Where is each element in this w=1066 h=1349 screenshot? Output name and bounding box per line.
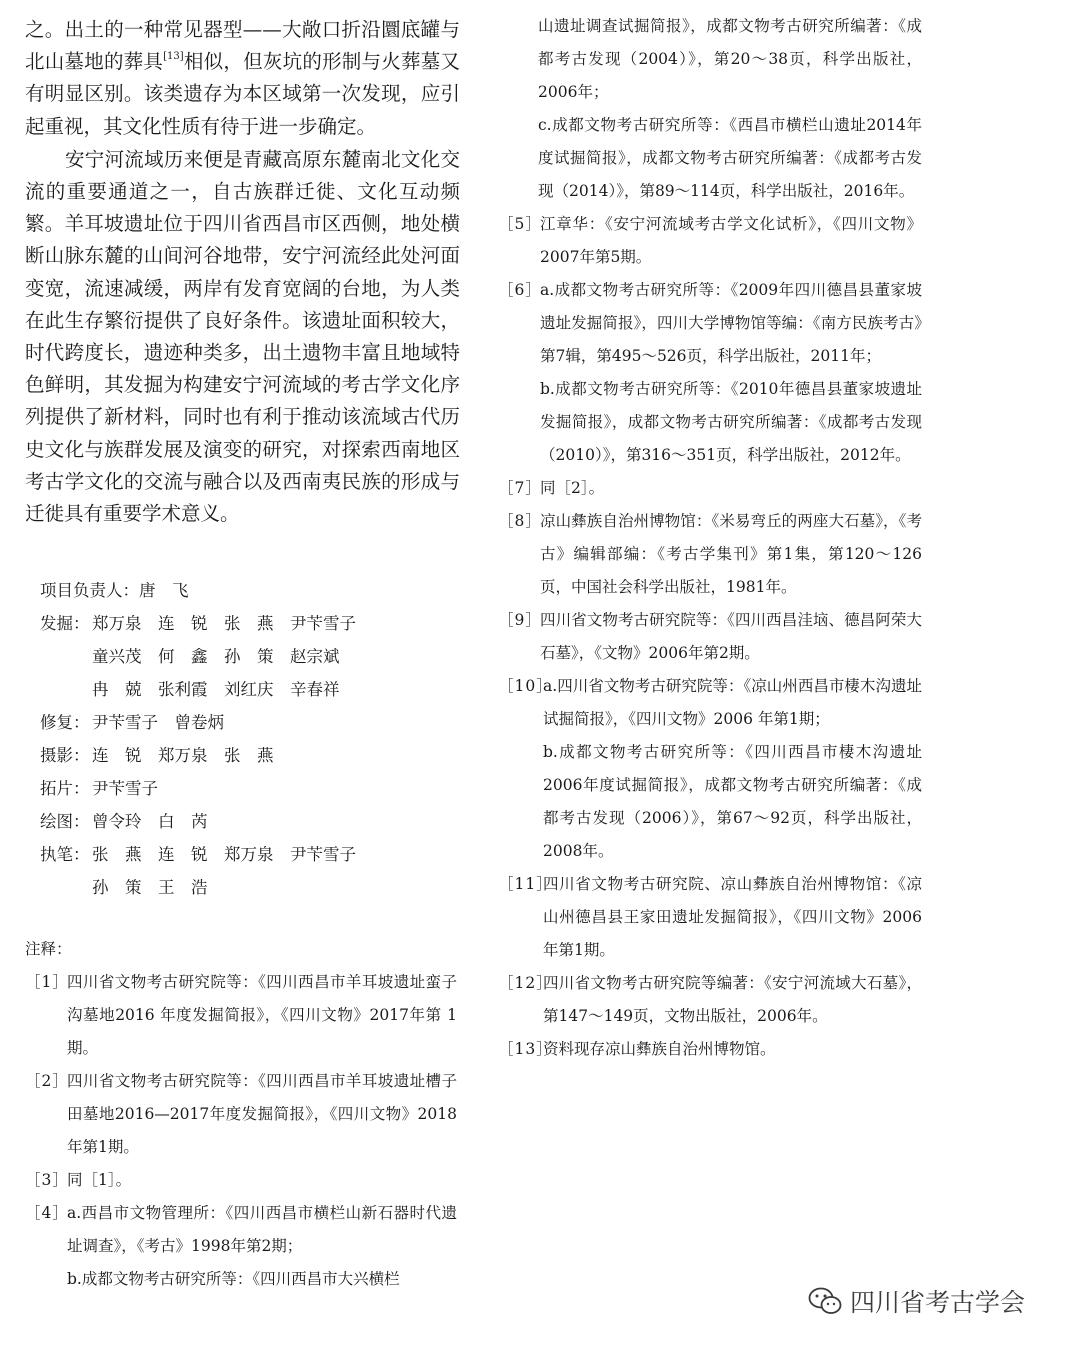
note-text: a.西昌市文物管理所：《四川西昌市横栏山新石器时代遗址调查》，《考古》1998年第2期； [67,1204,457,1255]
note-item [498,472,922,505]
credit-label: 修复： [40,713,90,732]
watermark [808,1283,1025,1319]
credit-name-line: 张 燕 连 锐 郑万泉 尹苄雪子 [92,845,356,864]
note-row [498,505,922,604]
note-item [498,1033,922,1066]
note-text: 四川省文物考古研究院等：《四川西昌市羊耳坡遗址蛮子沟墓地2016 年度发掘简报》，《四川文物》2017年第 1期。 [67,973,457,1057]
credit-row [40,706,356,739]
note-row [498,472,922,505]
note-row [25,1065,457,1164]
credit-row [40,838,356,904]
note-row [498,208,922,274]
note-body [543,967,922,1033]
credit-label: 拓片： [40,779,90,798]
note-text: b.成都文物考古研究所等：《四川西昌市大兴横栏 [67,1270,400,1288]
note-text: 四川省文物考古研究院等：《四川西昌洼垴、德昌阿荣大石墓》，《文物》2006年第2期。 [540,611,922,662]
note-body [543,1033,922,1066]
note-body [67,966,457,1065]
note-item [25,966,457,1065]
note-item [498,274,922,472]
note-text: 资料现存凉山彝族自治州博物馆。 [543,1040,776,1058]
note-body [67,1164,457,1197]
note-row [498,1033,922,1066]
credit-name-line: 尹苄雪子 曾卷炳 [92,713,224,732]
note-item [498,670,922,868]
credit-names [92,838,356,904]
credit-names [92,739,274,772]
note-row [498,967,922,1033]
note-body [540,604,922,670]
credit-name-line: 冉 兢 张利霞 刘红庆 辛春祥 [92,680,340,699]
note-number[interactable]: ［1］ [25,973,69,991]
note-text: 四川省文物考古研究院、凉山彝族自治州博物馆：《凉山州德昌县王家田遗址发掘简报》，《四川文物》2006年第1期。 [543,875,922,959]
credit-row [40,607,356,706]
note-text: 四川省文物考古研究院等：《四川西昌市羊耳坡遗址槽子田墓地2016—2017年度发掘简报》，《四川文物》2018年第1期。 [67,1072,457,1156]
credit-label: 项目负责人： [40,581,139,600]
note-body [540,505,922,604]
note-body [540,472,922,505]
note-row [498,274,922,472]
notes-left-column [25,966,457,1296]
note-text: 同［2］。 [540,479,605,497]
note-item [25,1197,457,1296]
note-text: a.四川省文物考古研究院等：《凉山州西昌市棲木沟遗址试掘简报》，《四川文物》2006 年第1期； [543,677,922,728]
credit-leader [40,574,356,607]
credit-names [92,772,158,805]
credit-label: 执笔： [40,845,90,864]
note-row [498,604,922,670]
note-text: 江章华：《安宁河流域考古学文化试析》，《四川文物》2007年第5期。 [540,215,922,266]
note-row [25,1197,457,1296]
note-number[interactable]: ［6］ [498,281,542,299]
note-item [498,505,922,604]
note-row [498,868,922,967]
footnote-ref-13[interactable]: [13] [163,51,184,63]
note-number[interactable]: ［2］ [25,1072,69,1090]
note-item [25,1065,457,1164]
note-body [540,274,922,472]
credit-row [40,739,356,772]
note-body [67,1197,457,1296]
credits-block [40,574,356,904]
note-continued-text: c.成都文物考古研究所等：《西昌市横栏山遗址2014年度试掘简报》，成都文物考古研究所编著：《成都考古发现（2014）》，第89～114页，科学出版社，2016年。 [538,116,922,200]
note-item [498,967,922,1033]
note-text: b.成都文物考古研究所等：《2010年德昌县董家坡遗址发掘简报》，成都文物考古研究所编著：《成都考古发现（2010）》，第316～351页，科学出版社，2012年。 [540,380,922,464]
credit-names [92,805,208,838]
note-text: 同［1］。 [67,1171,132,1189]
note-number[interactable]: ［3］ [25,1171,69,1189]
credit-label: 摄影： [40,746,90,765]
note-row [25,966,457,1065]
note-number[interactable]: ［4］ [25,1204,69,1222]
note-number[interactable]: ［12］ [498,974,553,992]
note-item [498,604,922,670]
note-continued-text: 山遗址调查试掘简报》，成都文物考古研究所编著：《成都考古发现（2004）》，第20～38页，科学出版社，2006年； [538,17,922,101]
paragraph-1-text-a: 之。出土的一种常见器型——大敞口折沿圜底罐与北山墓地的葬具 [25,18,460,74]
wechat-icon [808,1286,842,1316]
note-item [498,868,922,967]
credit-name-line: 孙 策 王 浩 [92,878,208,897]
note-row [25,1164,457,1197]
note-number[interactable]: ［10］ [498,677,553,695]
note-body [543,868,922,967]
credit-names [92,706,224,739]
note-number[interactable]: ［8］ [498,512,542,530]
body-paragraph-2: 安宁河流域历来便是青藏高原东麓南北文化交流的重要通道之一，自古族群迁徙、文化互动频繁。羊耳坡遗址位于四川省西昌市区西侧，地处横断山脉东麓的山间河谷地带，安宁河流经此处河面变宽，流速减缓，两岸有发育宽阔的台地，为人类在此生存繁衍提供了良好条件。该遗址面积较大，时代跨度长，遗迹种类多，出土遗物丰富且地域特色鲜明，其发掘为构建安宁河流域的考古学文化序列提供了新材料，同时也有利于推动该流域古代历史文化与族群发展及演变的研究，对探索西南地区考古学文化的交流与融合以及西南夷民族的形成与迁徙具有重要学术意义。 [25,147,460,526]
note-item [498,208,922,274]
note-number[interactable]: ［5］ [498,215,542,233]
paragraph-1-text-b: 相似，但灰坑的形制与火葬墓又有明显区别。该类遗存为本区域第一次发现，应引起重视，其文化性质有待于进一步确定。 [25,50,460,138]
credit-name-line: 连 锐 郑万泉 张 燕 [92,746,274,765]
note-body [540,208,922,274]
watermark-text: 四川省考古学会 [850,1288,1026,1317]
note-number[interactable]: ［13］ [498,1040,553,1058]
note-number[interactable]: ［7］ [498,479,542,497]
credit-label: 发掘： [40,614,90,633]
notes-right-column [498,10,922,1066]
credit-label: 绘图： [40,812,90,831]
credit-name-line: 曾令玲 白 芮 [92,812,208,831]
note-text: b.成都文物考古研究所等：《四川西昌市棲木沟遗址2006年度试掘简报》，成都文物考古研究所编著：《成都考古发现（2006）》，第67～92页，科学出版社，2008年。 [543,743,922,860]
notes-title: 注释： [25,940,72,958]
note-number[interactable]: ［9］ [498,611,542,629]
credit-name: 唐 飞 [139,581,189,600]
note-item [25,1164,457,1197]
credit-names [92,607,356,706]
credit-row [40,805,356,838]
left-column [25,0,460,530]
note-text: 凉山彝族自治州博物馆：《米易弯丘的两座大石墓》，《考古》编辑部编：《考古学集刊》第1集，第120～126页，中国社会科学出版社，1981年。 [540,512,922,596]
note-text: a.成都文物考古研究所等：《2009年四川德昌县董家坡遗址发掘简报》，四川大学博物馆等编：《南方民族考古》第7辑，第495～526页，科学出版社，2011年； [540,281,922,365]
body-paragraph-1 [25,14,460,143]
credit-row [40,772,356,805]
credit-name-line: 郑万泉 连 锐 张 燕 尹苄雪子 [92,614,356,633]
note-text: 四川省文物考古研究院等编著：《安宁河流域大石墓》，第147～149页，文物出版社，2006年。 [543,974,922,1025]
note-body [67,1065,457,1164]
note-body [543,670,922,868]
note-row [498,670,922,868]
credit-name-line: 童兴茂 何 鑫 孙 策 赵宗斌 [92,647,340,666]
credit-name-line: 尹苄雪子 [92,779,158,798]
note-number[interactable]: ［11］ [498,875,553,893]
